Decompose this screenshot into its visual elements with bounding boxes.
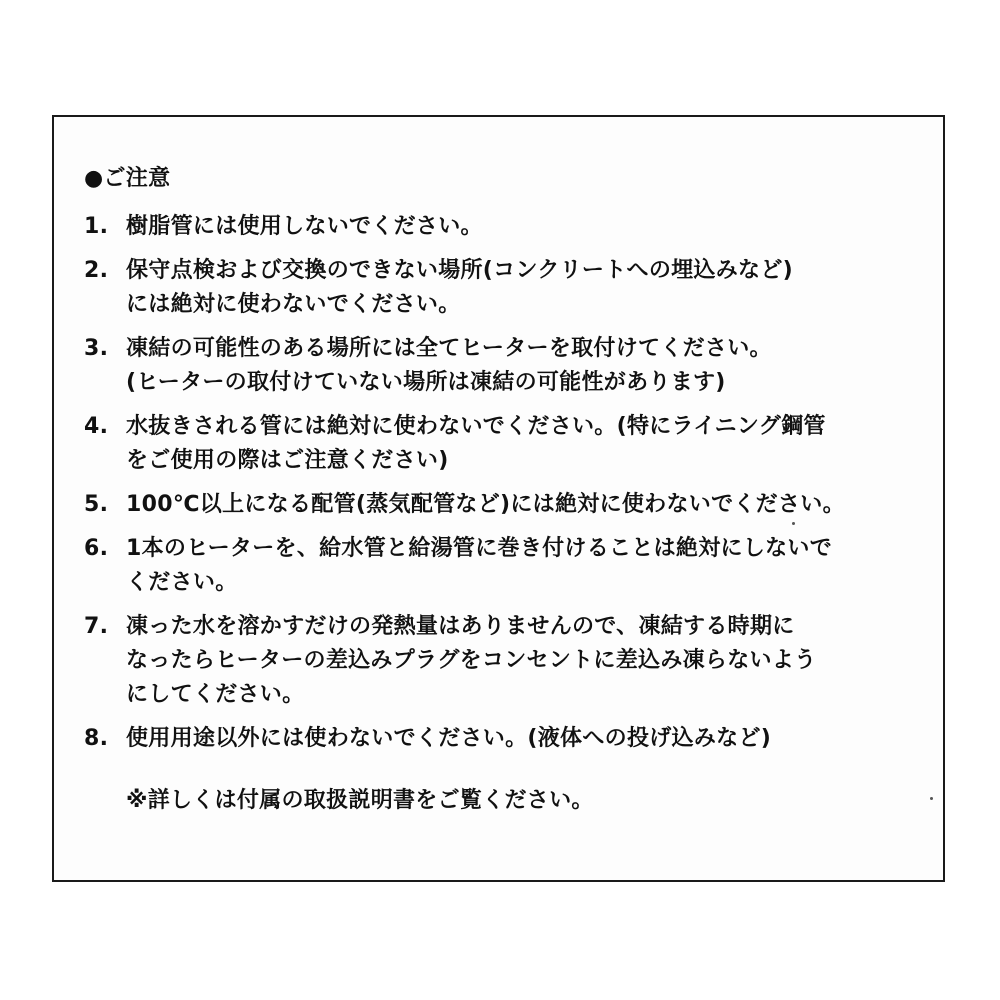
caution-item-text	[126, 210, 924, 244]
caution-item-line: なったらヒーターの差込みプラグをコンセントに差込み凍らないよう	[126, 648, 817, 673]
caution-item	[84, 332, 924, 400]
caution-item	[84, 722, 924, 756]
print-speck	[792, 522, 795, 525]
caution-item-text	[126, 332, 924, 400]
caution-list	[84, 210, 924, 756]
caution-item	[84, 210, 924, 244]
caution-item-text	[126, 722, 924, 756]
caution-item-line: ください。	[126, 570, 238, 595]
caution-item	[84, 610, 924, 712]
caution-item-text	[126, 410, 924, 478]
caution-item-line: 凍った水を溶かすだけの発熱量はありませんので、凍結する時期に	[126, 614, 795, 639]
caution-item-text	[126, 532, 924, 600]
caution-item-line: にしてください。	[126, 682, 305, 707]
caution-item-line: (ヒーターの取付けていない場所は凍結の可能性があります)	[126, 370, 726, 395]
caution-item-number: 8.	[84, 726, 109, 751]
notice-content	[84, 162, 924, 818]
caution-item-line: 1本のヒーターを、給水管と給湯管に巻き付けることは絶対にしないで	[126, 536, 833, 561]
caution-item-number: 1.	[84, 214, 109, 239]
caution-item-line: 樹脂管には使用しないでください。	[126, 214, 483, 239]
caution-item	[84, 254, 924, 322]
caution-item-line: 凍結の可能性のある場所には全てヒーターを取付けてください。	[126, 336, 772, 361]
caution-item-text	[126, 488, 924, 522]
caution-item-line: をご使用の際はご注意ください)	[126, 448, 449, 473]
caution-item-number: 6.	[84, 536, 109, 561]
caution-item-line: には絶対に使わないでください。	[126, 292, 461, 317]
caution-item-line: 保守点検および交換のできない場所(コンクリートへの埋込みなど)	[126, 258, 793, 283]
caution-item-text	[126, 254, 924, 322]
caution-item	[84, 488, 924, 522]
caution-item-number: 7.	[84, 614, 109, 639]
caution-item-number: 5.	[84, 492, 109, 517]
caution-item-number: 4.	[84, 414, 109, 439]
notice-heading: ●ご注意	[84, 166, 171, 191]
manual-reference-note: ※詳しくは付属の取扱説明書をご覧ください。	[126, 788, 594, 813]
caution-item	[84, 532, 924, 600]
caution-item-line: 使用用途以外には使わないでください。(液体への投げ込みなど)	[126, 726, 772, 751]
caution-item-text	[126, 610, 924, 712]
caution-item-line: 100℃以上になる配管(蒸気配管など)には絶対に使わないでください。	[126, 492, 845, 517]
print-speck	[930, 797, 933, 800]
caution-item-number: 2.	[84, 258, 109, 283]
caution-item	[84, 410, 924, 478]
caution-item-line: 水抜きされる管には絶対に使わないでください。(特にライニング鋼管	[126, 414, 826, 439]
notice-box	[52, 115, 945, 882]
caution-item-number: 3.	[84, 336, 109, 361]
